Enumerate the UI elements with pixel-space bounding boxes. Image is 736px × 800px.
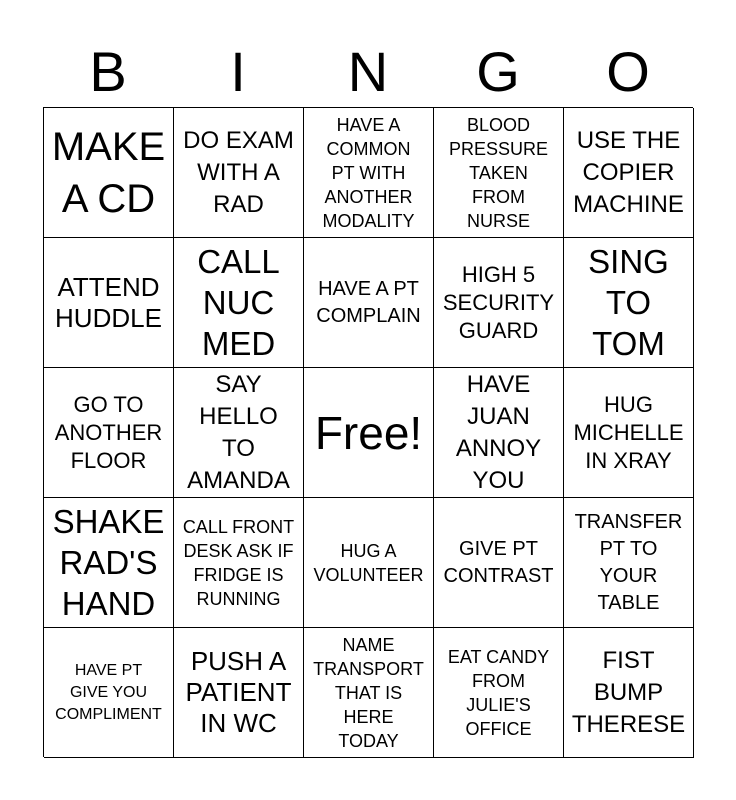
header-letter-g: G [476, 40, 520, 103]
cell-text: FIST BUMP THERESE [571, 646, 686, 738]
cell-text: HAVE A PT COMPLAIN [316, 277, 421, 327]
cell-text: SING TO TOM [588, 243, 669, 362]
bingo-header [43, 40, 693, 104]
cell-text: GO TO ANOTHER FLOOR [54, 391, 163, 473]
bingo-cell-r3c1[interactable] [44, 368, 174, 498]
cell-text: SHAKE RAD'S HAND [52, 503, 165, 622]
bingo-cell-r4c3[interactable] [304, 498, 434, 628]
bingo-cell-r4c5[interactable] [564, 498, 694, 628]
bingo-cell-r3c3-free[interactable] [304, 368, 434, 498]
bingo-cell-r5c3[interactable] [304, 628, 434, 758]
bingo-cell-r1c2[interactable] [174, 108, 304, 238]
cell-text: PUSH A PATIENT IN WC [185, 646, 292, 738]
cell-text: HUG MICHELLE IN XRAY [573, 391, 684, 473]
bingo-cell-r3c2[interactable] [174, 368, 304, 498]
bingo-cell-r5c1[interactable] [44, 628, 174, 758]
bingo-cell-r2c5[interactable] [564, 238, 694, 368]
cell-text: DO EXAM WITH A RAD [183, 126, 294, 218]
cell-text: TRANSFER PT TO YOUR TABLE [574, 510, 683, 614]
bingo-cell-r1c5[interactable] [564, 108, 694, 238]
cell-text: GIVE PT CONTRAST [443, 537, 554, 587]
header-letter-n: N [347, 40, 389, 103]
bingo-cell-r4c4[interactable] [434, 498, 564, 628]
bingo-cell-r4c2[interactable] [174, 498, 304, 628]
bingo-cell-r5c4[interactable] [434, 628, 564, 758]
bingo-cell-r1c4[interactable] [434, 108, 564, 238]
bingo-cell-r2c2[interactable] [174, 238, 304, 368]
cell-text: BLOOD PRESSURE TAKEN FROM NURSE [448, 114, 549, 231]
cell-text: SAY HELLO TO AMANDA [187, 370, 290, 494]
cell-text: CALL NUC MED [197, 243, 280, 362]
header-letter-b: B [89, 40, 127, 103]
cell-text: HUG A VOLUNTEER [313, 540, 424, 585]
cell-text: USE THE COPIER MACHINE [573, 126, 684, 218]
bingo-cell-r1c3[interactable] [304, 108, 434, 238]
header-letter-o: O [606, 40, 650, 103]
bingo-cell-r2c1[interactable] [44, 238, 174, 368]
free-space-text: Free! [314, 406, 423, 459]
cell-text: NAME TRANSPORT THAT IS HERE TODAY [313, 634, 424, 751]
cell-text: HIGH 5 SECURITY GUARD [442, 261, 555, 343]
bingo-cell-r3c5[interactable] [564, 368, 694, 498]
cell-text: HAVE PT GIVE YOU COMPLIMENT [55, 661, 162, 723]
cell-text: MAKE A CD [51, 124, 166, 221]
bingo-cell-r5c5[interactable] [564, 628, 694, 758]
cell-text: CALL FRONT DESK ASK IF FRIDGE IS RUNNING [182, 516, 295, 609]
bingo-cell-r2c3[interactable] [304, 238, 434, 368]
bingo-board [43, 107, 693, 757]
header-letter-i: I [230, 40, 246, 103]
bingo-cell-r1c1[interactable] [44, 108, 174, 238]
bingo-cell-r4c1[interactable] [44, 498, 174, 628]
cell-text: HAVE A COMMON PT WITH ANOTHER MODALITY [322, 114, 415, 231]
cell-text: HAVE JUAN ANNOY YOU [455, 370, 542, 494]
cell-text: ATTEND HUDDLE [55, 271, 162, 333]
cell-text: EAT CANDY FROM JULIE'S OFFICE [447, 646, 550, 739]
bingo-cell-r3c4[interactable] [434, 368, 564, 498]
bingo-cell-r5c2[interactable] [174, 628, 304, 758]
bingo-cell-r2c4[interactable] [434, 238, 564, 368]
